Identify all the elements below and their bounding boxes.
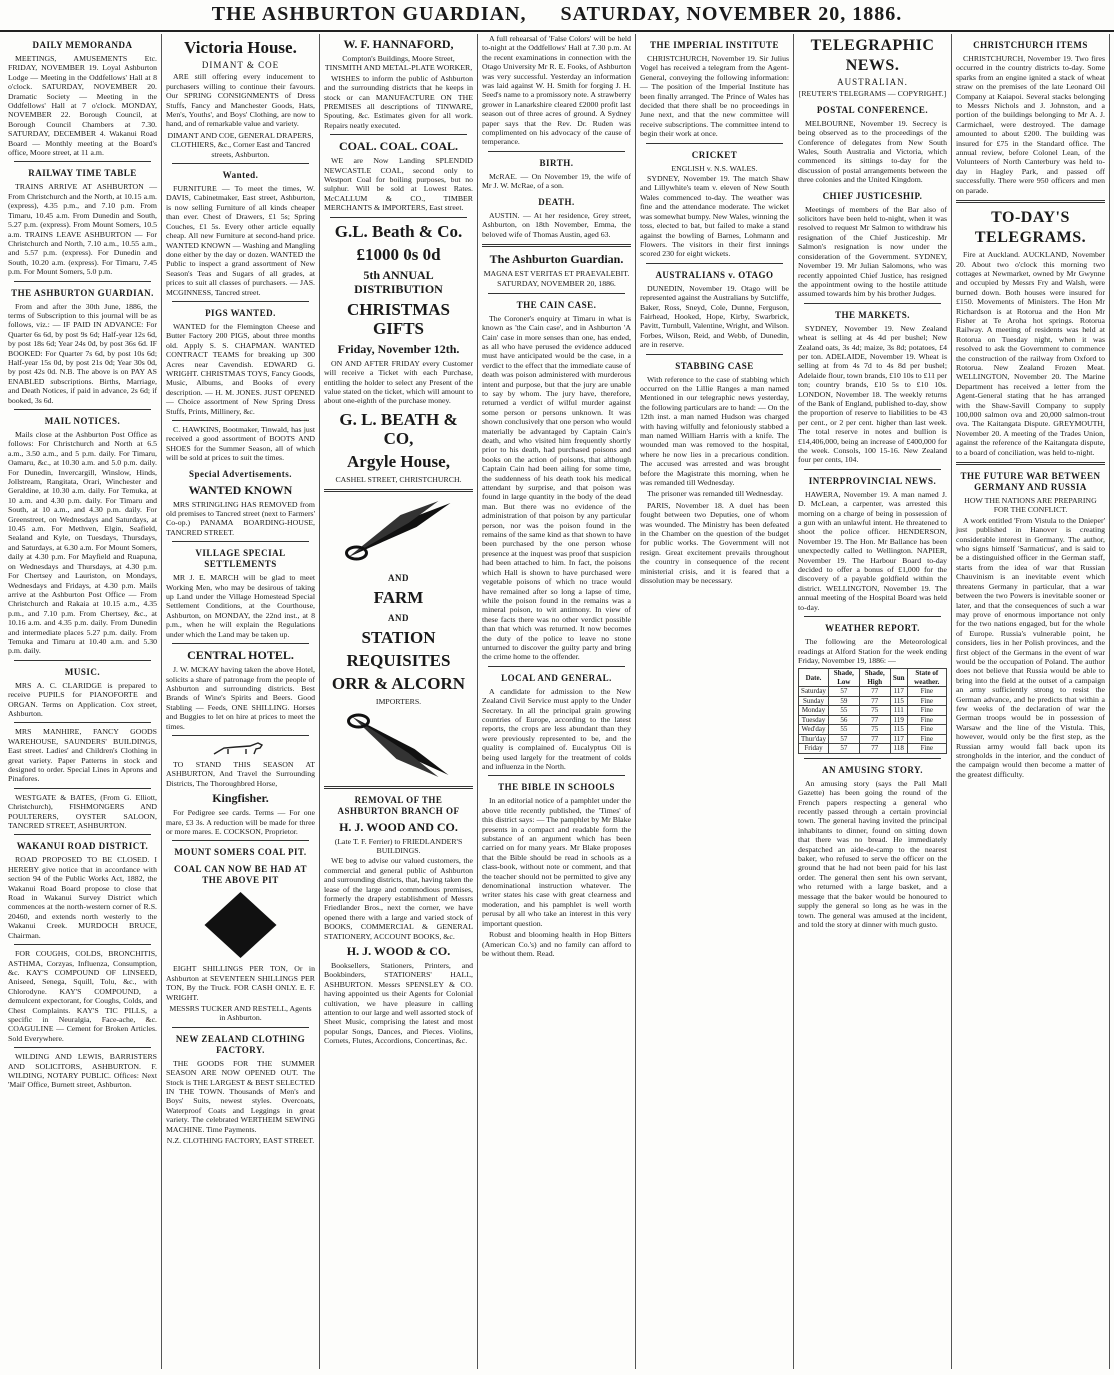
weather-table bbox=[798, 668, 947, 754]
wanted-text: FURNITURE — To meet the times, W. DAVIS, Cabinetmaker, East street, Ashburton, is now selling Furniture of all kinds cheaper than ever. Chest of Drawers, £1 5s; Spring Couches, £1 5s. Every other article equally cheap. All new Furniture at second-hand price. WANTED KNOWN — Washing and Mangling done either by the day or dozen. WANTED the Public to inspect a grand assortment of New Season's Teas and Sugars of all grades, at prices to suit all classes of purchasers. — JAS. MCGINNESS, Tancred street. bbox=[166, 184, 315, 297]
mail-notices-heading: MAIL NOTICES. bbox=[44, 416, 121, 426]
victoria-house-sig: DIMANT AND COE, GENERAL DRAPERS, CLOTHIERS, &c., Corner East and Tancred streets, Ashburton. bbox=[167, 130, 314, 159]
victoria-house-sub: DIMANT & COE bbox=[201, 60, 280, 70]
guardian-terms-heading: THE ASHBURTON GUARDIAN. bbox=[11, 287, 154, 298]
interprovincial-heading: INTERPROVINCIAL NEWS. bbox=[808, 475, 937, 486]
wakanui-heading: WAKANUI ROAD DISTRICT. bbox=[16, 841, 149, 852]
guardian-motto: MAGNA EST VERITAS ET PRAEVALEBIT. bbox=[483, 268, 630, 278]
bible-schools-text: In an editorial notice of a pamphlet under the above title recently published, the 'Times' of this district says: — The pamphlet by Mr Blake presents in a compact and readable form the substance of an argument which has been carried on for many years. Mr Blake proposes that the Bible should be read in schools as a class-book, without note or comment, and that the teacher should not be permitted to give any denominational instruction whatever. The writer states his case with great clearness and moderation, and his pamphlet is well worth perusal by all who take an interest in this very important question. bbox=[482, 796, 631, 928]
central-hotel-text: J. W. MCKAY having taken the above Hotel, solicits a share of patronage from the people of Ashburton and surrounding districts. Best Brands of Wine's Spirits and Beers. Good Stabling — Feeds, ONE SHILLING. Horses and Buggies to let on hire at prices to meet the times. bbox=[166, 665, 315, 731]
argyle-house-heading: Argyle House, bbox=[347, 451, 450, 471]
orr-alcorn-heading: ORR & ALCORN bbox=[331, 674, 466, 694]
stallion-text: TO STAND THIS SEASON AT ASHBURTON, And Travel the Surrounding Districts, The Thoroughbred Horse, bbox=[166, 759, 315, 788]
beath-friday: Friday, November 12th. bbox=[337, 341, 460, 356]
postal-conference-text: MELBOURNE, November 19. Secrecy is being observed as to the proceedings of the Conference of delegates from New South Wales, South Australia and Victoria, which commenced its sittings to-day for the discussion of postal arrangements between the three colonies and the United Kingdom. bbox=[798, 118, 947, 185]
beath-annual: 5th ANNUAL DISTRIBUTION bbox=[354, 267, 443, 296]
music-text: MRS A. C. CLARIDGE is prepared to receive PUPILS for PIANOFORTE and ORGAN. Terms on Application. Cox street, Ashburton. bbox=[8, 680, 157, 718]
table-row: Thur'day 57 77 117 Fine bbox=[799, 734, 947, 744]
column-2 bbox=[162, 34, 320, 1369]
railway-heading: RAILWAY TIME TABLE bbox=[28, 168, 137, 179]
notices-text: A full rehearsal of 'False Colors' will be held to-night at the Oddfellows' Hall at 7.30 p.m. At the recent examinations in connection with the Otago University Mr R. E. Fooks, of Ashburton was very successful. Yesterday an information was laid against W. H. Smith for forging J. H. Seed's name to a promissory note. A strawberry grower in Lanarkshire cleared £2000 profit last season out of three acres of ground. A Sydney paper says that the Rev. Dr. Ruden was complimented on his advocacy of the cause of temperance. bbox=[482, 34, 632, 147]
markets-heading: THE MARKETS. bbox=[834, 309, 910, 320]
argyle-address: CASHEL STREET, CHRISTCHURCH. bbox=[335, 474, 462, 484]
coal-text: WE are Now Landing SPLENDID NEWCASTLE COAL, second only to Westport Coal for boiling purposes, but no sulphur. Will be sold at Lowest Rates. McCALLUM & CO., TIMBER MERCHANTS & IMPORTERS, East street. bbox=[324, 156, 473, 213]
coal-diamond-icon bbox=[166, 890, 315, 960]
stallion-terms: For Pedigree see cards. Terms — For one mare, £3 3s. A reduction will be made for three or more mares. E. COCKSON, Proprietor. bbox=[166, 808, 315, 836]
railway-text: TRAINS ARRIVE AT ASHBURTON — From Christchurch and the North, at 10.15 a.m. (express), 4.35 p.m., and 7.10 p.m. From Timaru, 10.45 a.m. From Dunedin and South, 5.27 p.m. (express). From Mount Somers, 10.5 a.m. TRAINS LEAVE ASHBURTON — For Christchurch and North, 7.10 a.m., 10.55 a.m., and 5.57 p.m. (express). For Dunedin and South, 10.20 a.m. (express). For Timaru, 7.45 p.m. For Mount Somers, 5.0 p.m. bbox=[8, 182, 157, 277]
mount-somers-sub: COAL CAN NOW BE HAD AT THE ABOVE PIT bbox=[174, 864, 307, 886]
stabbing-case-remand: The prisoner was remanded till Wednesday. bbox=[647, 489, 783, 499]
nz-clothing-text: THE GOODS FOR THE SUMMER SEASON ARE NOW OPENED OUT. The Stock is THE LARGEST & BEST SELECTED IN THE TOWN. Thousands of Men's and Boys' Suits, newest styles. Overcoats, Waterproof Coats and Leggings in great variety. The celebrated WERTHEIM SEWING MACHINE. Time Payments. bbox=[166, 1058, 315, 1134]
table-row: Saturday 57 77 117 Fine bbox=[799, 687, 947, 697]
weather-heading: WEATHER REPORT. bbox=[825, 623, 920, 634]
table-row: Wed'day 55 75 115 Fine bbox=[799, 725, 947, 735]
hannaford-text: WISHES to inform the public of Ashburton and the surrounding districts that he keeps in stock or can MANUFACTURE ON THE PREMISES all descriptions of TINWARE, Spouting, &c. Estimates given for all work. Repairs neatly executed. bbox=[324, 73, 473, 130]
chief-justiceship-heading: CHIEF JUSTICESHIP. bbox=[822, 190, 923, 201]
wood-tail: Booksellers, Stationers, Printers, and Bookbinders, STATIONERS' HALL, ASHBURTON. Messrs SPENSLEY & CO. having appointed us their Agents for Colonial cultivation, we have pleasure in calling attention to our large and well assorted stock of Sheet Music, comprising the latest and most popular Songs, Dances, and Pieces. Violins, Cornets, Flutes, Accordions, Concertinas, &c. bbox=[324, 961, 473, 1046]
special-ads-heading: Special Advertisements. bbox=[189, 468, 292, 479]
victoria-house-heading: Victoria House. bbox=[184, 38, 297, 57]
hop-bitters-text: Robust and blooming health in Hop Bitters (American Co.'s) and no family can afford to be without them. Read. bbox=[482, 930, 631, 958]
village-settlements-heading: VILLAGE SPECIAL SETTLEMENTS bbox=[195, 548, 286, 570]
pigs-wanted-text: WANTED for the Flemington Cheese and Butter Factory 200 PIGS, about three months old. Apply S. S. CHAPMAN. WANTED CONTRACT TEAMS for breaking up 300 Acres near Cavendish. EDWARD G. WRIGHT. CHRISTMAS TOYS, Fancy Goods, Music, Albums, and Books of every description. — H. M. JONES. JUST OPENED — Choice assortment of New Spring Dress Stuffs, Prints, Millinery, &c. bbox=[166, 321, 315, 416]
beath-name: G. L. BEATH & CO, bbox=[339, 409, 458, 448]
death-heading: DEATH. bbox=[538, 196, 575, 207]
todays-telegrams-heading: TO-DAY'S TELEGRAMS. bbox=[974, 209, 1087, 247]
station-heading: STATION bbox=[361, 628, 436, 648]
mount-somers-heading: MOUNT SOMERS COAL PIT. bbox=[174, 847, 307, 858]
kingfisher-heading: Kingfisher. bbox=[212, 791, 269, 806]
interprovincial-text: HAWERA, November 19. A man named J. D. McLean, a carpenter, was arrested this morning on a charge of being in possession of a gun with an unlawful intent. He threatened to shoot the police officer. HENDERSON, November 19. The Hon. Mr Ballance has been unexpectedly called to Wellington. NAPIER, November 19. The Harbour Board to-day decided to offer a bonus of £1,000 for the discovery of a payable goldfield within the district. WELLINGTON, November 19. The annual meeting of the Hospital Board was held to-day. bbox=[798, 489, 947, 612]
guardian-terms-text: From and after the 30th June, 1886, the terms of Subscription to this journal will be as follows, viz.: — IF PAID IN ADVANCE: For Quarter 6s 6d, by post 9s 6d; Half-year 12s 6d, by post 18s 6d; Year 24s 0d, by post 36s 6d. IF BOOKED: For Quarter 7s 6d, by post 10s 6d; Half-year 15s 0d, by post 21s 0d; Year 30s 0d, by post 42s 0d. N.B. The above is on PAY AS ENABLED subscriptions. Births, Marriage, and Death Notices, if paid in advance, 2s 6d; if booked, 3s 6d. bbox=[8, 301, 157, 405]
cain-case-text: The Coroner's enquiry at Timaru in what is known as 'the Cain case', and in Ashburton 'A Cain' case in more senses than one, has ended, as all who have perused the evidence adduced must have anticipated would be the case, in a verdict to the effect that the immediate cause of death was poison administered with murderous intent and purpose, but that the jury are unable to say by whom. The jury have, therefore, returned a verdict of wilful murder against some person or persons unknown. It was shown conclusively that one person who would materially be advantaged by Captain Cain's death, and who visited him frequently shortly prior to his death, had purchased poisons and books on the action of poisons, that although Captain Cain had been ailing for some time, the suddenness of his death took his medical attendant by surprise, and that poison was found in large quantity in the body of the dead man. But there was no evidence of the administration of that poison by any particular person, nor was the poison found in the remains of the same kind as that shown to have been purchased by the one person whose presence at the inquest was proof that suspicion had been attached to him. In fact, the poisons which Hall is shown to have purchased were vegetable poisons of which no trace would have remained after so long a lapse of time, while the poison found in the remains was a mineral poison, to wit antimony. In view of these facts there was no other verdict possible than that which was returned. It now becomes the duty of the police to leave no stone unturned to discover the guilty party and bring the crime home to the offender. bbox=[482, 313, 631, 662]
manhire-ad: MRS MANHIRE, FANCY GOODS WAREHOUSE, SAUNDERS' BUILDINGS, East street. Ladies' and Children's Clothing in great variety. Paper Patterns in stock and designed to order. Special Lines in Aprons and Pinafores. bbox=[8, 727, 157, 784]
todays-telegrams-text: Fire at Auckland. AUCKLAND, November 20. About two o'clock this morning two cottages at Newmarket, owned by Mr Gwynne and occupied by Messrs Fry and Walsh, were burned down. Both houses were insured for £150. Movements of Ministers. The Hon Mr Richardson is at Rotorua and the Hon Mr Fisher at Te Aroha hot springs. Rotorua Railway. A meeting of residents was held at Rotorua on Tuesday night, when it was resolved to ask the Government to commence the construction of the railway from Oxford to Rotorua. New Zealand Frozen Meat. WELLINGTON, November 20. The Marine Department has received a letter from the Agent-General stating that he has arranged with the Shaw-Savill Company to supply 100,000 salmon ova and 20,000 salmon-trout ova. The Kaitangata Dispute. GREYMOUTH, November 20. A meeting of the Trades Union, against the reference of the Kaitangata dispute, to a board of conciliation, was held to-night. bbox=[956, 250, 1105, 457]
beath-heading: G.L. Beath & Co. bbox=[334, 221, 463, 241]
mail-notices-text: Mails close at the Ashburton Post Office as follows: For Christchurch and North at 6.5 a.m., 3.50 a.m., and 5 p.m. daily. For Timaru, Oamaru, &c., at 10.30 a.m. and 5.0 p.m. daily. For Dunedin, Invercargill, Winslow, Hinds, Jollstream, Rangitata, Orari, Winchester and Geraldine, at 10.30 a.m. daily. For Temuka, at 10 a.m. and 4.30 p.m. daily. For Timaru and South, at 10 a.m., and 4.30 p.m. daily. For Greenstreet, on Wednesdays and Saturdays, at 10.45 a.m. For Methven, Elgin, Seafield, Sealand and Kyle, on Tuesdays, Thursdays, and Saturdays, at 6.30 a.m. For Mount Somers, daily at 4.30 p.m. For Mayfield and Ruapuna, on Wednesdays and Thursdays, at 4.30 p.m. For Chertsey and Lauriston, on Mondays, Wednesdays and Fridays, at 4.30 p.m. Mails arrive at the Ashburton Post Office — From Christchurch and Rakaia at 10.15 a.m., 4.35 p.m., and 7.10 p.m. From Chertsey, &c., at 10.16 a.m. and 4.35 p.m. daily. From Dunedin and intermediate places 5.27 p.m. daily. From Temuka and Timaru at 10.40 a.m. and 5.30 p.m. daily. bbox=[8, 430, 157, 656]
column-1 bbox=[4, 34, 162, 1369]
mount-somers-price: EIGHT SHILLINGS PER TON, Or in Ashburton at SEVENTEEN SHILLINGS PER TON, By the Truck. FOR CASH ONLY. E. F. WRIGHT. bbox=[166, 964, 315, 1002]
australian-heading: AUSTRALIAN. bbox=[837, 77, 908, 87]
mount-somers-agents: MESSRS TUCKER AND RESTELL, Agents in Ashburton. bbox=[169, 1004, 312, 1023]
column-4 bbox=[478, 34, 636, 1369]
farm-heading: FARM bbox=[373, 588, 424, 608]
reuter-label: [REUTER'S TELEGRAMS — COPYRIGHT.] bbox=[798, 89, 947, 99]
orr-alcorn-sub: IMPORTERS. bbox=[375, 697, 422, 707]
amusing-story-heading: AN AMUSING STORY. bbox=[822, 764, 923, 775]
hannaford-heading: W. F. HANNAFORD, bbox=[343, 37, 454, 51]
shears-icon bbox=[324, 497, 473, 567]
pigs-wanted-heading: PIGS WANTED. bbox=[205, 307, 276, 318]
wanted-heading: Wanted. bbox=[222, 170, 259, 181]
wood-sub: (Late T. F. Ferrier) to FRIEDLANDER'S BUILDINGS. bbox=[334, 836, 463, 855]
kays-ad: FOR COUGHS, COLDS, BRONCHITIS, ASTHMA, Corzyas, Influenza, Consumption, &c. KAY'S COMPOUND OF LINSEED, Aniseed, Senega, Squill, Tolu, &c., with Chlorodyne. KAY'S COMPOUND, a demulcent expectorant, for Coughs, Colds, and Chest Complaints. KAY'S TIC PILLS, a specific in Neuralgia, Face-ache, &c. COAGULINE — Cement for Broken Articles. Sold Everywhere. bbox=[8, 949, 157, 1043]
hawkins-ad: C. HAWKINS, Bootmaker, Tinwald, has just received a good assortment of BOOTS AND SHOES for the Summer Season, all of which will be sold at prices to suit the times. bbox=[166, 425, 315, 463]
masthead-date: SATURDAY, NOVEMBER 20, 1886. bbox=[560, 3, 903, 25]
stabbing-case-heading: STABBING CASE bbox=[675, 360, 754, 371]
weather-intro: The following are the Meteorological readings at Alford Station for the week ending Friday, November 19, 1886: — bbox=[798, 637, 947, 665]
wilding-ad: WILDING AND LEWIS, BARRISTERS AND SOLICITORS, ASHBURTON. F. WILDING, NOTARY PUBLIC. Offices: Next 'Mail' Office, Burnett street, Ashburton. bbox=[8, 1052, 157, 1090]
wanted-known-text: MRS STRINGLING HAS REMOVED from old premises to Tancred street (next to Farmers' Co-op.) PANAMA BOARDING-HOUSE, TANCRED STREET. bbox=[166, 499, 315, 537]
wood-heading-2: H. J. WOOD & CO. bbox=[346, 944, 451, 958]
cricket-text: SYDNEY, November 19. The match Shaw and Lillywhite's team v. eleven of New South Wales commenced to-day. The weather was fine and the attendance moderate. The wicket was somewhat bumpy. New Wales, winning the toss, elected to bat, but failed to make a stand against the bowling of Barnes, Lohmann and Flowers. The visitors in their first innings scored 230 for eight wickets. bbox=[640, 174, 790, 259]
column-6 bbox=[794, 34, 952, 1369]
amusing-story-text: An amusing story (says the Pall Mall Gazette) has been going the round of the French papers respecting a general who recently passed through a certain provincial town. The general having invited the principal inhabitants to dinner, found on sitting down that there was no bread. He immediately despatched an aide-de-camp to the nearest baker, who refused to serve the officer on the ground that he had not been paid for his last order. The general then sent his own servant, who returned with a large basket, and a message that the baker would be honoured to supply the general so long as he was in the town. The general was amused at the incident, and told the story at dinner with much gusto. bbox=[798, 778, 947, 929]
weather-table-header: Date. Shade, Low Shade, High Sun State of weather. bbox=[799, 669, 947, 687]
wood-text: WE beg to advise our valued customers, the commercial and general public of Ashburton and surrounding districts, that, having taken the lease of the large and commodious premises, formerly the drapery establishment of Messrs Friedlander Bros., next the corner, we have opened there with a large and varied stock of BOOKS, COMMERCIAL & GENERAL STATIONERY, ACCOUNT BOOKS, &c. bbox=[324, 856, 473, 941]
horse-icon bbox=[206, 740, 276, 758]
and-label-1: AND bbox=[388, 573, 409, 584]
nz-clothing-sig: N.Z. CLOTHING FACTORY, EAST STREET. bbox=[166, 1136, 315, 1146]
chief-justiceship-text: Meetings of members of the Bar also of solicitors have been held to-night, when it was resolved to request Mr Salmon to withdraw his resignation of the Chief Justiceship. Mr Salmon's resignation is now under the consideration of the Government. SYDNEY, November 19. Mr Julian Salomons, who was recently appointed Chief Justice, has resigned the appointment owing to the hostile attitude assumed towards him by his brother Judges. bbox=[798, 204, 947, 299]
guardian-heading: The Ashburton Guardian. bbox=[489, 251, 624, 266]
future-war-heading: THE FUTURE WAR BETWEEN GERMANY AND RUSSIA bbox=[960, 471, 1101, 493]
requisites-heading: REQUISITES bbox=[346, 651, 451, 671]
masthead-title: THE ASHBURTON GUARDIAN, bbox=[211, 3, 527, 25]
beath-gifts: CHRISTMAS GIFTS bbox=[347, 299, 450, 338]
future-war-text: A work entitled 'From Vistula to the Dnieper' just published in Hanover is creating considerable interest in Germany. The author, who signs himself 'Sarmaticus', and is said to be a distinguished officer in the German staff, starts from the idea of war that Russian Chauvinism is an inevitable event which threatens Germany in particular, that a war between the two Powers is inevitable sooner or later, and that the consequences of such a war may prove of enormous importance not only for the two nations engaged, but for the whole of Europe. Russia's vulnerable point, he considers, lies in her Polish provinces, and the first object of the Germans in the event of war would be the occupation of Poland. The author does not believe that Russia would be able to bring into the field at the outset of a campaign an army sufficiently strong to resist the German advance, and he predicts that within a few weeks of the declaration of war the German troops would be in possession of Warsaw and the line of the Vistula. This, however, would only be the first step, as the Russian army would fall back upon its strongholds in the interior, and the conduct of the campaign would then become a matter of the greatest difficulty. bbox=[956, 515, 1105, 779]
victoria-house-text: ARE still offering every inducement to purchasers willing to continue their favours. Our SPRING CONSIGNMENTS of Dress Stuffs, Fancy and Manchester Goods, Hats, Men's, Youths', and Boys' Clothing, are now to hand, and of remarkable value and variety. bbox=[166, 72, 315, 129]
village-settlements-text: MR J. E. MARCH will be glad to meet Working Men, who may be desirous of taking up Land under the Village Homestead Special Settlement Conditions, at the Courthouse, Ashburton, on MONDAY, the 22nd inst., at 8 p.m., when he will explain the Regulations under which the Land may be taken up. bbox=[166, 573, 315, 639]
local-general-heading: LOCAL AND GENERAL. bbox=[501, 672, 612, 683]
column-5 bbox=[636, 34, 794, 1369]
column-7 bbox=[952, 34, 1110, 1369]
westgate-ad: WESTGATE & BATES, (From G. Elliott, Christchurch), FISHMONGERS AND POULTERERS, OYSTER SALOON, TANCRED STREET, ASHBURTON. bbox=[8, 792, 157, 831]
wood-heading: H. J. WOOD AND CO. bbox=[339, 819, 458, 834]
guardian-dateline: SATURDAY, NOVEMBER 20, 1886. bbox=[497, 279, 616, 289]
markets-text: SYDNEY, November 19. New Zealand wheat is selling at 4s 4d per bushel; New Zealand oats, 3s 4d; maize, 3s 8d; potatoes, £4 per ton. ADELAIDE, November 19. Wheat is selling at from 4s 7d to 4s 8d per bushel; Adelaide flour, town brands, £10 10s to £11 per ton; country brands, £10 5s to £10 10s. LONDON, November 18. The weekly returns of the Bank of England, published to-day, show the proportion of reserve to liabilities to be 43 per cent., or 2 per cent. higher than last week. The total reserve in notes and bullion is £14,406,000, being an increase of £400,000 for the week. Consols, 100 15-16. New Zealand four per cents, 104. bbox=[798, 323, 947, 465]
removal-heading: REMOVAL OF THE ASHBURTON BRANCH OF bbox=[337, 794, 460, 816]
music-heading: MUSIC. bbox=[64, 666, 101, 677]
daily-memoranda-text: MEETINGS, AMUSEMENTS Etc. FRIDAY, NOVEMBER 19. Loyal Ashburton Lodge — Meeting in the Oddfellows' Hall at 8 o'clock. SATURDAY, NOVEMBER 20. Dramatic Society — Meeting in the Oddfellows' Hall at 7 o'clock. MONDAY, NOVEMBER 22. Borough Council, at Borough Council Chambers at 7.30. SATURDAY, DECEMBER 4. Wakanui Road Board — Monthly meeting at the Board's office, Moore street, at 11 a.m. bbox=[8, 54, 157, 158]
table-row: Tuesday 56 77 119 Fine bbox=[799, 715, 947, 725]
coal-heading: COAL. COAL. COAL. bbox=[338, 139, 458, 154]
australians-otago-heading: AUSTRALIANS v. OTAGO bbox=[655, 269, 774, 280]
bible-schools-heading: THE BIBLE IN SCHOOLS bbox=[498, 782, 615, 793]
wakanui-text: ROAD PROPOSED TO BE CLOSED. I HEREBY give notice that in accordance with section 94 of the Public Works Act, 1882, the Wakanui Road Board propose to close that Road in Wakanui Survey District which commences at the north-western corner of R.S. 20460, and extends north westerly to the Wakanui Creek. MURDOCH BRUCE, Chairman. bbox=[8, 855, 157, 940]
local-general-text: A candidate for admission to the New Zealand Civil Service must apply to the Under Secretary. In all the principal grain growing countries of Europe, according to the latest reports, the crops are less abundant than they were previously represented to be, and the quality is complained of. Eucalyptus Oil is being used largely for the treatment of colds and influenza in the North. bbox=[482, 686, 631, 771]
cricket-heading: CRICKET bbox=[691, 149, 738, 160]
telegraphic-news-heading: TELEGRAPHIC NEWS. bbox=[810, 37, 935, 74]
imperial-institute-text: CHRISTCHURCH, November 19. Sir Julius Vogel has received a telegram from the Agent-General, conveying the following information: — The position of the Imperial Institute has been finally arranged. The Prince of Wales has decided that there shall be no proceedings in June next, and that the new committee will receive subscriptions. The committee intend to begin their work at once. bbox=[640, 54, 789, 139]
beath-amount: £1000 0s 0d bbox=[356, 244, 441, 264]
christchurch-items-text: CHRISTCHURCH, November 19. Two fires occurred in the country districts to-day. Some sparks from an engine ignited a stack of wheat straw on the premises of the late Leonard Oil Company at Kaiapoi. Several stacks belonging to Messrs Nichols and J. Johnston, and a portion of the buildings belonging to Mr A. J. Carmichael, were destroyed. The damage amounted to about £200. The building was insured for £75 in the Standard office. The annual review, before Colonel Lean, of the Volunteers of North Canterbury was held to-day in Hagley Park, and passed off successfully. There were 950 officers and men on parade. bbox=[956, 54, 1105, 195]
australians-otago-text: DUNEDIN, November 19. Otago will be represented against the Australians by Sutcliffe, Baker, Ross, Sneyd, Cole, Dunne, Ferguson, Fairhead, Hooked, Hope, Kirby, Swarbrick, Pavitt, Turnbull, Valentine, Wright, and Wilson. Forbes, Wilson, Reid, and Webb, of Dunedin, are in reserve. bbox=[640, 283, 789, 350]
death-text: AUSTIN. — At her residence, Grey street, Ashburton, on 18th November, Emma, the beloved wife of Thomas Austin, aged 63. bbox=[482, 210, 631, 239]
central-hotel-heading: CENTRAL HOTEL. bbox=[187, 648, 294, 663]
cricket-sub: ENGLISH v. N.S. WALES. bbox=[671, 163, 758, 173]
table-row: Sunday 59 77 115 Fine bbox=[799, 696, 947, 706]
table-row: Friday 57 77 118 Fine bbox=[799, 744, 947, 754]
daily-memoranda-heading: DAILY MEMORANDA bbox=[32, 40, 133, 50]
future-war-sub: HOW THE NATIONS ARE PREPARING FOR THE CONFLICT. bbox=[964, 496, 1097, 515]
beath-text: ON AND AFTER FRIDAY every Customer will receive a Ticket with each Purchase, entitling the holder to select any Present of the value stated on the ticket, which will amount to about one-eighth of the purchase money. bbox=[324, 358, 473, 406]
stabbing-case-text: With reference to the case of stabbing which occurred on the Lillie Ranges a man named Mentioned in our telegraphic news yesterday, the following particulars are to hand: — On the 12th inst. a man named Hudson was charged with having wilfully and feloniously stabbed a man named William Harris with a knife. The wounded man was removed to the hospital, where he now lies in a precarious condition. The accused was arrested and was brought before the Magistrate this morning, when he was remanded till Wednesday. bbox=[640, 374, 789, 488]
masthead bbox=[0, 0, 1114, 32]
newspaper-columns bbox=[4, 34, 1110, 1369]
birth-text: McRAE. — On November 19, the wife of Mr J. W. McRae, of a son. bbox=[482, 171, 631, 191]
table-row: Monday 55 75 111 Fine bbox=[799, 706, 947, 716]
wanted-known-heading: WANTED KNOWN bbox=[188, 482, 293, 497]
christchurch-items-heading: CHRISTCHURCH ITEMS bbox=[973, 40, 1088, 50]
shears-icon-2 bbox=[324, 711, 473, 781]
and-label-2: AND bbox=[388, 613, 409, 624]
postal-conference-heading: POSTAL CONFERENCE. bbox=[816, 104, 929, 115]
column-3 bbox=[320, 34, 478, 1369]
nz-clothing-heading: NEW ZEALAND CLOTHING FACTORY. bbox=[175, 1033, 306, 1055]
foreign-news-text: PARIS, November 18. A duel has been fought between two Deputies, one of whom was wounded. The Ministry has been defeated in the Chamber on the question of the budget for public works. The Government will not resign. Great excitement prevails throughout the country in consequence of the recent ministerial crisis, and it is feared that a dissolution may be necessary. bbox=[640, 500, 789, 586]
cain-case-heading: THE CAIN CASE. bbox=[516, 299, 597, 310]
imperial-institute-heading: THE IMPERIAL INSTITUTE bbox=[649, 40, 780, 50]
birth-heading: BIRTH. bbox=[539, 157, 574, 168]
hannaford-sub: Compton's Buildings, Moore Street, TINSMITH AND METAL-PLATE WORKER, bbox=[324, 54, 473, 73]
